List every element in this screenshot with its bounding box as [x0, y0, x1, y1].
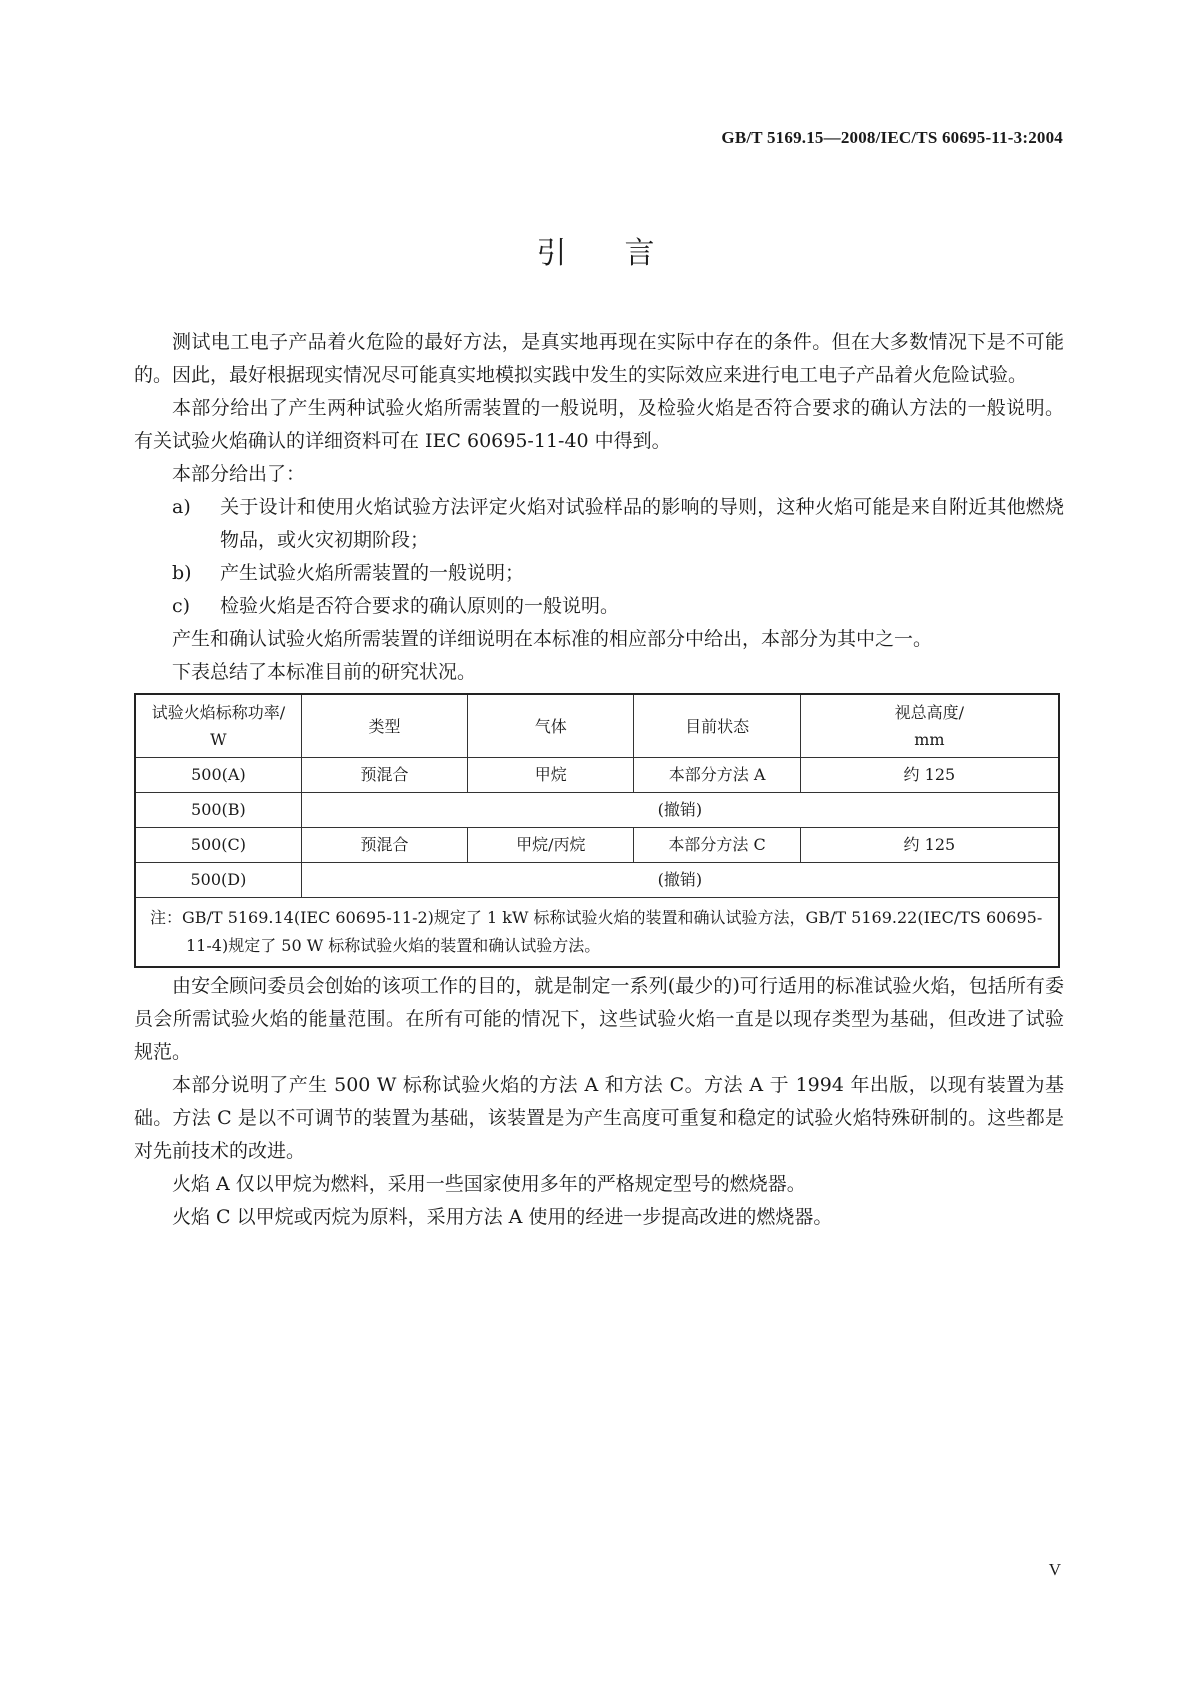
paragraph-3: 本部分给出了： [172, 463, 306, 485]
paragraph-6: 由安全顾问委员会创始的该项工作的目的，就是制定一系列(最少的)可行适用的标准试验火焰，包括所有委员会所需试验火焰的能量范围。在所有可能的情况下，这些试验火焰一直是以现存类型为基础，但改进了试验规范。 [134, 975, 1064, 1063]
table-row [135, 793, 1059, 828]
table-row [135, 828, 1059, 863]
paragraph-4: 产生和确认试验火焰所需装置的详细说明在本标准的相应部分中给出，本部分为其中之一。 [172, 628, 933, 650]
cell-status: 本部分方法 C [634, 828, 800, 863]
cell-withdrawn: (撤销) [301, 863, 1059, 898]
paragraph-7: 本部分说明了产生 500 W 标称试验火焰的方法 A 和方法 C。方法 A 于 1994 年出版，以现有装置为基础。方法 C 是以不可调节的装置为基础，该装置是为产生高度可重复和稳定的试验火焰特殊研制的。这些都是对先前技术的改进。 [134, 1074, 1064, 1162]
list-marker: b) [172, 562, 192, 584]
list-item-text: 产生试验火焰所需装置的一般说明； [220, 562, 525, 584]
table-note-row [135, 898, 1059, 968]
list-marker: a) [172, 496, 191, 518]
header-gas: 气体 [468, 694, 634, 758]
list-item-c [134, 590, 1064, 623]
cell-power: 500(A) [135, 758, 301, 793]
paragraph-5: 下表总结了本标准目前的研究状况。 [172, 661, 477, 683]
table-header-row [135, 694, 1059, 758]
body-text [134, 326, 1064, 1234]
header-status: 目前状态 [634, 694, 800, 758]
header-power: 试验火焰标称功率/ W [135, 694, 301, 758]
header-type: 类型 [301, 694, 467, 758]
table-row [135, 758, 1059, 793]
cell-status: 本部分方法 A [634, 758, 800, 793]
standard-number: GB/T 5169.15—2008/IEC/TS 60695-11-3:2004 [721, 128, 1063, 147]
paragraph-9: 火焰 C 以甲烷或丙烷为原料，采用方法 A 使用的经进一步提高改进的燃烧器。 [172, 1206, 833, 1228]
cell-type: 预混合 [301, 828, 467, 863]
cell-type: 预混合 [301, 758, 467, 793]
cell-power: 500(D) [135, 863, 301, 898]
table-row [135, 863, 1059, 898]
cell-gas: 甲烷 [468, 758, 634, 793]
cell-height: 约 125 [800, 758, 1059, 793]
flame-status-table [134, 693, 1060, 968]
cell-withdrawn: (撤销) [301, 793, 1059, 828]
page-number: V [1048, 1560, 1061, 1579]
paragraph-8: 火焰 A 仅以甲烷为燃料，采用一些国家使用多年的严格规定型号的燃烧器。 [172, 1173, 806, 1195]
table-note: 注：GB/T 5169.14(IEC 60695-11-2)规定了 1 kW 标称试验火焰的装置和确认试验方法，GB/T 5169.22(IEC/TS 60695-11-4)规定了 50 W 标称试验火焰的装置和确认试验方法。 [135, 898, 1059, 968]
paragraph-2: 本部分给出了产生两种试验火焰所需装置的一般说明，及检验火焰是否符合要求的确认方法的一般说明。有关试验火焰确认的详细资料可在 IEC 60695-11-40 中得到。 [134, 397, 1064, 452]
cell-power: 500(C) [135, 828, 301, 863]
cell-gas: 甲烷/丙烷 [468, 828, 634, 863]
paragraph-1: 测试电工电子产品着火危险的最好方法，是真实地再现在实际中存在的条件。但在大多数情况下是不可能的。因此，最好根据现实情况尽可能真实地模拟实践中发生的实际效应来进行电工电子产品着火危险试验。 [134, 331, 1064, 386]
cell-height: 约 125 [800, 828, 1059, 863]
header-height: 视总高度/ mm [800, 694, 1059, 758]
list-item-a [134, 491, 1064, 557]
list-item-b [134, 557, 1064, 590]
list-marker: c) [172, 595, 191, 617]
section-title: 引言 [536, 236, 713, 271]
cell-power: 500(B) [135, 793, 301, 828]
list-item-text: 关于设计和使用火焰试验方法评定火焰对试验样品的影响的导则，这种火焰可能是来自附近其他燃烧物品，或火灾初期阶段； [220, 496, 1064, 551]
list-item-text: 检验火焰是否符合要求的确认原则的一般说明。 [220, 595, 620, 617]
